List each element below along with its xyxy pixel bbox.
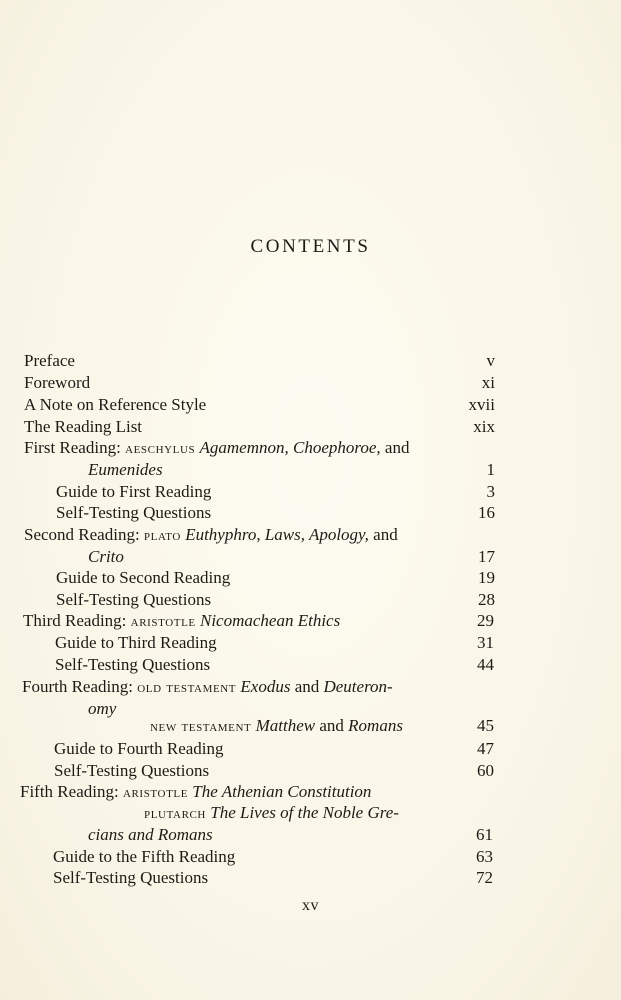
toc-entry-foreword <box>24 372 90 394</box>
toc-entry-guide-fifth <box>53 846 235 868</box>
author-name: plato <box>143 527 181 544</box>
toc-page-number: 61 <box>476 825 493 844</box>
toc-page-number: 60 <box>477 761 494 780</box>
toc-entry-preface <box>24 350 75 372</box>
toc-entry-self-test-5 <box>53 867 208 889</box>
toc-label: A Note on Reference Style <box>24 395 207 414</box>
toc-page-number: 16 <box>478 503 495 522</box>
reading-label: Third Reading: <box>23 611 131 630</box>
toc-entry-reading-list <box>24 416 142 438</box>
reading-label: First Reading: <box>24 438 126 457</box>
work-title: The Athenian Constitution <box>192 782 372 801</box>
toc-label: Self-Testing Questions <box>54 761 210 780</box>
toc-label: Self-Testing Questions <box>56 590 212 609</box>
toc-entry-first-reading-cont <box>88 459 163 481</box>
conjunction: and <box>290 677 324 696</box>
toc-page-number: 1 <box>486 460 495 479</box>
toc-entry-guide-fourth <box>54 738 224 760</box>
author-name: aristotle <box>130 613 196 630</box>
work-title: omy <box>88 699 117 718</box>
author-name: aeschylus <box>125 440 196 457</box>
author-name: new testament <box>150 718 252 735</box>
work-title: The Lives of the Noble Gre- <box>210 803 399 822</box>
conjunction: and <box>368 525 398 544</box>
toc-entry-fourth-reading <box>22 676 393 698</box>
toc-page-number: 17 <box>478 547 495 566</box>
toc-page-number: 47 <box>477 739 494 758</box>
toc-entry-guide-third <box>55 632 217 654</box>
toc-entry-self-test-3 <box>55 654 210 676</box>
toc-page-number: 72 <box>476 868 493 887</box>
toc-entry-second-reading-cont <box>88 546 124 568</box>
toc-label: Guide to First Reading <box>56 482 212 501</box>
toc-entry-guide-first <box>56 481 211 503</box>
toc-label: Foreword <box>24 373 91 392</box>
toc-entry-fifth-reading-cont <box>88 824 213 846</box>
work-title: Exodus <box>240 677 291 696</box>
author-name: old testament <box>137 679 237 696</box>
toc-page-number: 45 <box>477 716 494 735</box>
toc-label: Self-Testing Questions <box>53 868 209 887</box>
toc-entry-fourth-reading-nt <box>150 715 403 737</box>
toc-entry-fourth-reading-cont <box>88 698 116 720</box>
work-title: Romans <box>348 716 403 735</box>
toc-page-number: 3 <box>486 482 495 501</box>
toc-entry-fifth-reading <box>20 781 371 803</box>
toc-entry-guide-second <box>56 567 230 589</box>
toc-entry-second-reading <box>24 524 398 546</box>
toc-entry-self-test-2 <box>56 589 211 611</box>
reading-label: Fourth Reading: <box>22 677 138 696</box>
toc-page-number: 28 <box>478 590 495 609</box>
toc-label: Self-Testing Questions <box>56 503 212 522</box>
work-title: Nicomachean Ethics <box>200 611 341 630</box>
toc-entry-self-test-1 <box>56 502 211 524</box>
toc-page-number: 44 <box>477 655 494 674</box>
toc-page-number: 31 <box>477 633 494 652</box>
author-name: plutarch <box>144 805 206 822</box>
toc-page-number: xvii <box>468 395 495 414</box>
toc-label: Guide to Third Reading <box>55 633 217 652</box>
toc-label: The Reading List <box>24 417 143 436</box>
toc-label: Self-Testing Questions <box>55 655 211 674</box>
toc-label: Preface <box>24 351 75 370</box>
work-title: Matthew <box>255 716 316 735</box>
work-title: Deuteron- <box>323 677 393 696</box>
toc-label: Guide to Fourth Reading <box>54 739 224 758</box>
work-title: cians and Romans <box>88 825 213 844</box>
toc-label: Guide to the Fifth Reading <box>53 847 236 866</box>
toc-label: Guide to Second Reading <box>56 568 231 587</box>
toc-page-number: 19 <box>478 568 495 587</box>
toc-entry-third-reading <box>23 610 340 632</box>
toc-entry-note-reference <box>24 394 206 416</box>
reading-label: Fifth Reading: <box>20 782 123 801</box>
conjunction: and <box>315 716 349 735</box>
reading-label: Second Reading: <box>24 525 144 544</box>
work-title: Euthyphro, Laws, Apology, <box>185 525 369 544</box>
toc-entry-fifth-reading-plutarch <box>144 802 399 824</box>
toc-page-number: xix <box>473 417 495 436</box>
toc-entry-first-reading <box>24 437 409 459</box>
work-title: Agamemnon, Choephoroe, <box>199 438 381 457</box>
toc-entry-self-test-4 <box>54 760 209 782</box>
page-title: CONTENTS <box>250 236 371 257</box>
work-title: Eumenides <box>88 460 163 479</box>
toc-page-number: 63 <box>476 847 493 866</box>
conjunction: and <box>380 438 410 457</box>
toc-page-number: 29 <box>477 611 494 630</box>
work-title: Crito <box>88 547 124 566</box>
page-folio: xv <box>302 897 319 914</box>
toc-page-number: xi <box>481 373 495 392</box>
toc-page-number: v <box>486 351 495 370</box>
author-name: aristotle <box>122 784 189 801</box>
